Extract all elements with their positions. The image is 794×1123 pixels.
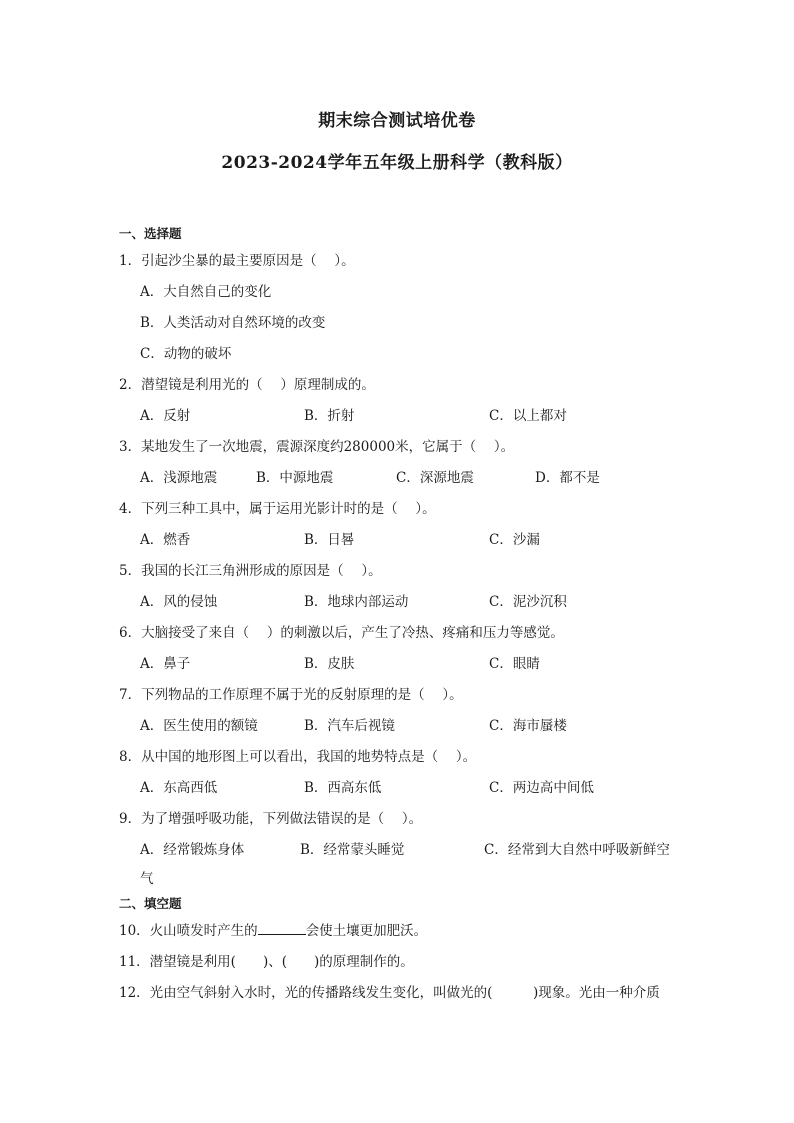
question-7-option-b: B．汽车后视镜 — [304, 718, 395, 734]
question-2-option-a: A．反射 — [140, 408, 191, 424]
question-9-options — [119, 835, 679, 866]
question-6: 6．大脑接受了来自（ ）的刺激以后，产生了冷热、疼痛和压力等感觉。 — [119, 625, 564, 641]
question-8-option-b: B．西高东低 — [304, 780, 382, 796]
question-5-option-b: B．地球内部运动 — [304, 594, 409, 610]
question-6-option-c: C．眼睛 — [489, 656, 540, 672]
document-title: 期末综合测试培优卷 — [318, 111, 476, 131]
question-3-options — [119, 463, 679, 494]
question-2: 2．潜望镜是利用光的（ ）原理制成的。 — [119, 377, 375, 393]
question-5-option-a: A．风的侵蚀 — [140, 594, 218, 610]
question-9-option-a: A．经常锻炼身体 — [140, 842, 245, 858]
question-1: 1．引起沙尘暴的最主要原因是（ ）。 — [119, 253, 355, 269]
question-2-options — [119, 401, 679, 432]
document-subtitle: 2023-2024学年五年级上册科学（教科版） — [221, 153, 573, 173]
question-12: 12．光由空气斜射入水时，光的传播路线发生变化，叫做光的( )现象。光由一种介质 — [119, 985, 660, 1001]
question-10 — [119, 916, 679, 947]
question-9-option-c-wrap: 气 — [140, 871, 154, 887]
question-5: 5．我国的长江三角洲形成的原因是（ ）。 — [119, 563, 382, 579]
question-3: 3．某地发生了一次地震，震源深度约280000米，它属于（ ）。 — [119, 439, 515, 455]
document-body — [119, 222, 679, 1009]
question-2-option-b: B．折射 — [304, 408, 355, 424]
question-8-option-a: A．东高西低 — [140, 780, 218, 796]
question-6-option-a: A．鼻子 — [140, 656, 191, 672]
question-4-option-b: B．日晷 — [304, 532, 355, 548]
question-10-text-after: 会使土壤更加肥沃。 — [305, 923, 428, 939]
section-heading-choice: 一、选择题 — [119, 226, 182, 241]
question-7-option-a: A．医生使用的额镜 — [140, 718, 258, 734]
question-2-option-c: C．以上都对 — [489, 408, 567, 424]
question-9: 9．为了增强呼吸功能，下列做法错误的是（ ）。 — [119, 811, 423, 827]
question-10-blank — [258, 917, 306, 935]
question-9-option-b: B．经常蒙头睡觉 — [300, 842, 405, 858]
question-9-option-c: C．经常到大自然中呼吸新鲜空 — [484, 842, 670, 858]
question-10-text-before: 10．火山喷发时产生的 — [119, 923, 258, 939]
question-8: 8．从中国的地形图上可以看出，我国的地势特点是（ ）。 — [119, 749, 477, 765]
question-5-options — [119, 587, 679, 618]
question-3-option-b: B．中源地震 — [256, 470, 334, 486]
question-11: 11．潜望镜是利用( )、( )的原理制作的。 — [119, 954, 414, 970]
question-3-option-a: A．浅源地震 — [140, 470, 218, 486]
question-8-option-c: C．两边高中间低 — [489, 780, 594, 796]
question-4: 4．下列三种工具中，属于运用光影计时的是（ ）。 — [119, 501, 436, 517]
question-5-option-c: C．泥沙沉积 — [489, 594, 567, 610]
section-heading-fill: 二、填空题 — [119, 896, 182, 911]
question-4-options — [119, 525, 679, 556]
question-1-option-b: B．人类活动对自然环境的改变 — [140, 315, 326, 331]
question-1-option-c: C．动物的破坏 — [140, 346, 232, 362]
question-1-option-a: A．大自然自己的变化 — [140, 284, 272, 300]
question-4-option-a: A．燃香 — [140, 532, 191, 548]
question-3-option-d: D．都不是 — [535, 470, 600, 486]
question-8-options — [119, 773, 679, 804]
question-7-options — [119, 711, 679, 742]
question-7-option-c: C．海市蜃楼 — [489, 718, 567, 734]
question-6-option-b: B．皮肤 — [304, 656, 355, 672]
question-6-options — [119, 649, 679, 680]
question-4-option-c: C．沙漏 — [489, 532, 540, 548]
question-3-option-c: C．深源地震 — [396, 470, 474, 486]
question-7: 7．下列物品的工作原理不属于光的反射原理的是（ ）。 — [119, 687, 463, 703]
